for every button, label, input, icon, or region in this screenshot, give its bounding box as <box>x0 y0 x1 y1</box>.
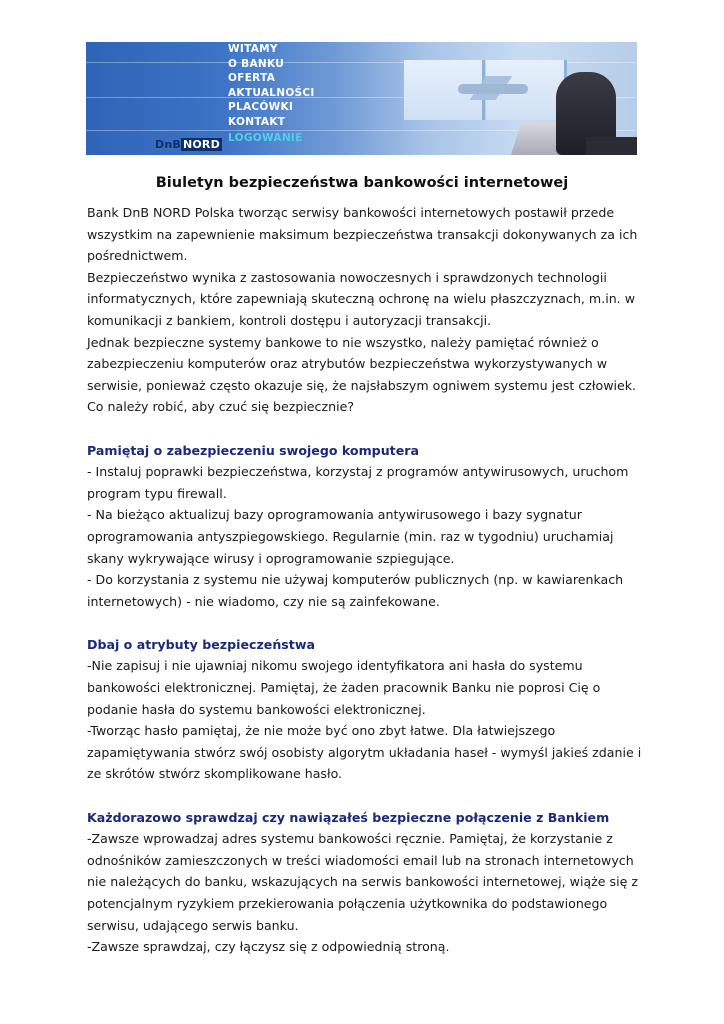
page-title: Biuletyn bezpieczeństwa bankowości internetowej <box>155 175 569 191</box>
menu-item-o-banku[interactable]: O BANKU <box>228 57 285 70</box>
logo-text-dnb: DnB <box>155 138 181 151</box>
logo-text-nord: NORD <box>182 138 220 151</box>
section-heading-attributes: Dbaj o atrybuty bezpieczeństwa <box>87 636 315 652</box>
menu-item-placowki[interactable]: PLACÓWKI <box>228 101 294 113</box>
section-paragraph: - Na bieżąco aktualizuj bazy oprogramowania antywirusowego i bazy sygnatur oprogramowania antyszpiegowskiego. Regularnie (min. raz w tygodniu) uruchamiaj skany wykrywające wirusy i oprogramowanie szpiegujące. <box>87 507 614 566</box>
document-body <box>87 202 647 958</box>
section-paragraph: - Do korzystania z systemu nie używaj komputerów publicznych (np. w kawiarenkach internetowych) - nie wiadomo, czy nie są zainfekowane. <box>87 572 624 609</box>
intro-paragraph: Jednak bezpieczne systemy bankowe to nie wszystko, należy pamiętać również o zabezpieczeniu komputerów oraz atrybutów bezpieczeństwa wykorzystywanych w serwisie, ponieważ często okazuje się, że najsłabszym ogniwem systemu jest człowiek. <box>87 334 637 393</box>
intro-paragraph: Bezpieczeństwo wynika z zastosowania nowoczesnych i sprawdzonych technologii informatycznych, które zapewniają skuteczną ochronę na wielu płaszczyznach, m.in. w komunikacji z bankiem, kontroli dostępu i autoryzacji transakcji. <box>87 269 635 328</box>
spacer <box>87 418 647 440</box>
section-heading-computer: Pamiętaj o zabezpieczeniu swojego komputera <box>87 442 419 458</box>
intro-question: Co należy robić, aby czuć się bezpiecznie? <box>87 399 355 415</box>
menu-item-witamy[interactable]: WITAMY <box>228 43 278 55</box>
spacer <box>87 785 647 807</box>
intro-paragraph: Bank DnB NORD Polska tworząc serwisy bankowości internetowych postawił przede wszystkim na zapewnienie maksimum bezpieczeństwa transakcji dokonywanych za ich pośrednictwem. <box>87 205 638 264</box>
section-paragraph: -Tworząc hasło pamiętaj, że nie może być ono zbyt łatwe. Dla łatwiejszego zapamiętywania stwórz swój osobisty algorytm układania haseł - wymyśl jakieś zdanie i ze skrótów stwórz skomplikowane hasło. <box>87 723 642 782</box>
section-heading-connection: Każdorazowo sprawdzaj czy nawiązałeś bezpieczne połączenie z Bankiem <box>87 809 610 825</box>
airplane-graphic <box>458 84 528 94</box>
spacer <box>87 612 647 634</box>
login-link[interactable]: LOGOWANIE <box>228 132 303 144</box>
banner-menu <box>228 42 315 146</box>
bank-logo <box>155 138 222 151</box>
section-paragraph: -Zawsze wprowadzaj adres systemu bankowości ręcznie. Pamiętaj, że korzystanie z odnośników zamieszczonych w treści wiadomości email lub na stronach internetowych nie należących do banku, wskazujących na serwis bankowości internetowej, wiąże się z potencjalnym ryzykiem przekierowania połączenia użytkownika do podstawionego serwisu, udającego serwis banku. <box>87 831 638 933</box>
section-paragraph: - Instaluj poprawki bezpieczeństwa, korzystaj z programów antywirusowych, uruchom program typu firewall. <box>87 464 629 501</box>
menu-item-oferta[interactable]: OFERTA <box>228 72 276 84</box>
section-paragraph: -Nie zapisuj i nie ujawniaj nikomu swojego identyfikatora ani hasła do systemu bankowości elektronicznej. Pamiętaj, że żaden pracownik Banku nie poprosi Cię o podanie hasła do systemu bankowości elektronicznej. <box>87 658 601 717</box>
menu-item-aktualnosci[interactable]: AKTUALNOŚCI <box>228 86 315 99</box>
section-paragraph: -Zawsze sprawdzaj, czy łączysz się z odpowiednią stroną. <box>87 939 450 955</box>
chair-graphic <box>586 137 637 155</box>
menu-item-kontakt[interactable]: KONTAKT <box>228 115 286 128</box>
header-banner <box>86 42 637 155</box>
